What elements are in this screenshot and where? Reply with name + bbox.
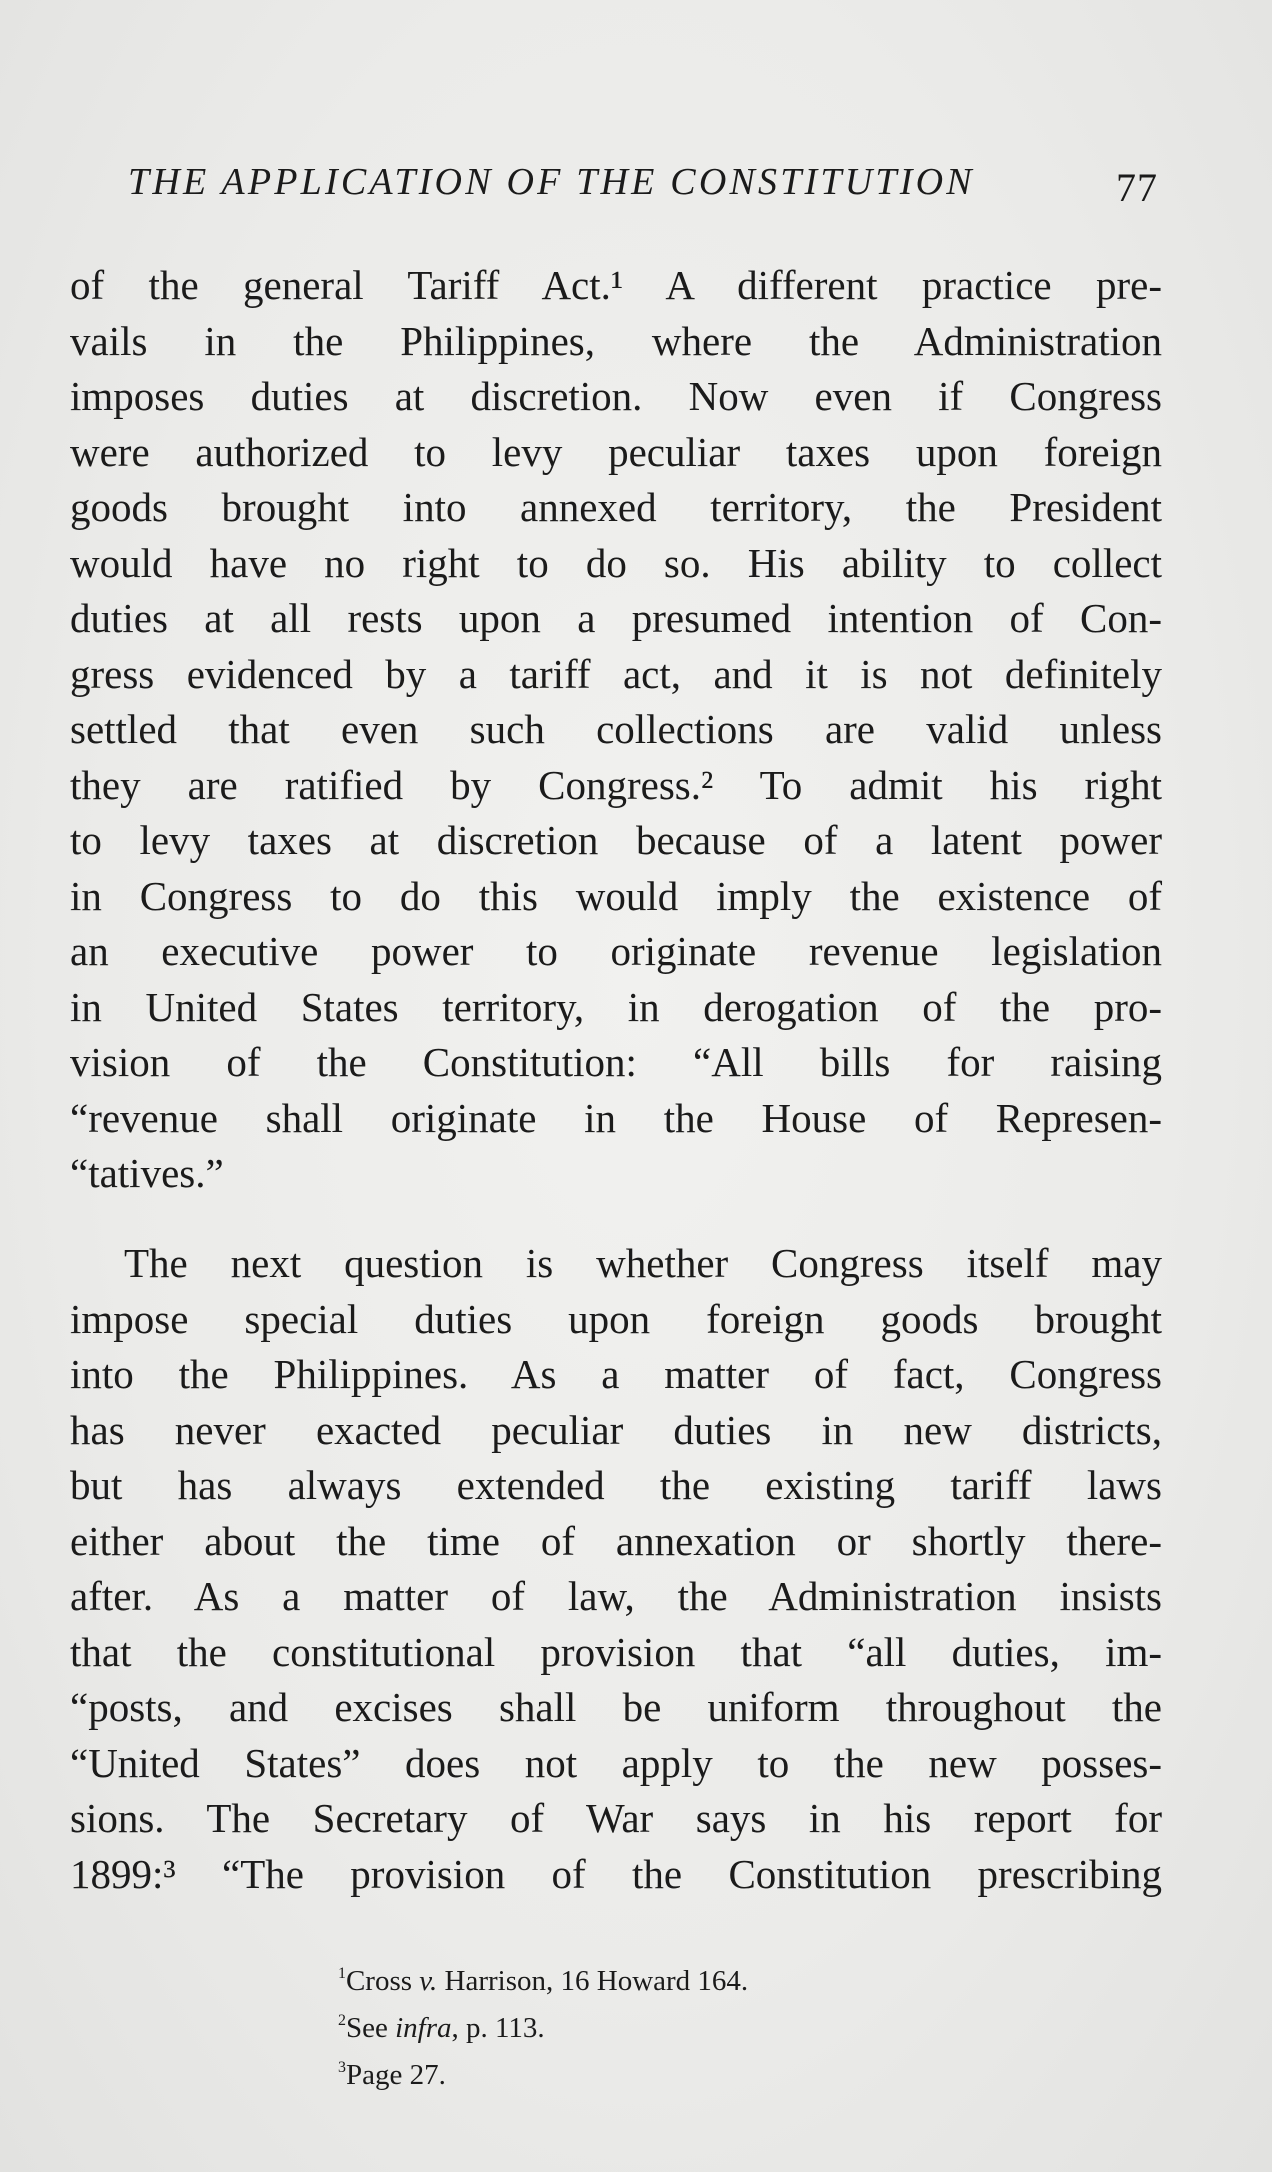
text-line: has never exacted peculiar duties in new districts, xyxy=(70,1406,1162,1453)
text-line: goods brought into annexed territory, the President xyxy=(70,484,1162,530)
footnote-text: Cross xyxy=(345,1965,420,1997)
text-line: an executive power to originate revenue legislation xyxy=(70,928,1162,974)
footnote xyxy=(338,2052,1038,2099)
text-line: “posts, and excises shall be uniform throughout the xyxy=(70,1684,1162,1730)
footnote-marker: 3 xyxy=(338,2059,346,2077)
text-line: they are ratified by Congress.² To admit his right xyxy=(70,761,1162,808)
text-line: vails in the Philippines, where the Administration xyxy=(70,317,1162,364)
footnote-italic: v. xyxy=(419,1965,438,1997)
text-line: “tatives.” xyxy=(70,1150,224,1196)
footnote xyxy=(338,1958,1038,2005)
footnote-italic: infra xyxy=(395,2012,452,2044)
text-line: in United States territory, in derogation of the pro- xyxy=(70,983,1162,1030)
paragraph-2 xyxy=(70,1236,1162,1902)
text-line: gress evidenced by a tariff act, and it is not definitely xyxy=(70,650,1162,697)
text-line: The next question is whether Congress itself may xyxy=(124,1240,1162,1286)
footnote-text: See xyxy=(345,2012,396,2044)
text-line: but has always extended the existing tariff laws xyxy=(70,1462,1162,1508)
text-line: impose special duties upon foreign goods brought xyxy=(70,1295,1162,1342)
text-line: duties at all rests upon a presumed intention of Con- xyxy=(70,595,1162,641)
text-line: would have no right to do so. His ability to collect xyxy=(70,539,1162,586)
text-line: after. As a matter of law, the Administration insists xyxy=(70,1573,1162,1619)
text-line: settled that even such collections are valid unless xyxy=(70,706,1162,752)
text-line: into the Philippines. As a matter of fact, Congress xyxy=(70,1351,1162,1397)
footnote-marker: 2 xyxy=(338,2012,346,2030)
text-line: “revenue shall originate in the House of Represen- xyxy=(70,1094,1162,1141)
page-number: 77 xyxy=(1116,165,1158,210)
text-line: were authorized to levy peculiar taxes upon foreign xyxy=(70,428,1162,475)
paragraph-1 xyxy=(70,258,1162,1202)
footnote-text: Page 27. xyxy=(345,2059,446,2091)
text-line: in Congress to do this would imply the existence of xyxy=(70,872,1162,919)
text-line: 1899:³ “The provision of the Constitution prescribing xyxy=(70,1850,1162,1897)
text-line: “United States” does not apply to the new posses- xyxy=(70,1739,1162,1786)
text-line: to levy taxes at discretion because of a latent power xyxy=(70,817,1162,863)
footnote xyxy=(338,2005,1038,2052)
text-line: either about the time of annexation or shortly there- xyxy=(70,1517,1162,1564)
footnote-text: Harrison, 16 Howard 164. xyxy=(437,1965,749,1997)
running-head xyxy=(128,160,1158,220)
text-line: sions. The Secretary of War says in his report for xyxy=(70,1795,1162,1841)
footnotes xyxy=(338,1958,1038,2099)
text-line: imposes duties at discretion. Now even if Congress xyxy=(70,373,1162,419)
running-head-title: THE APPLICATION OF THE CONSTITUTION xyxy=(128,161,975,203)
text-line: that the constitutional provision that “all duties, im- xyxy=(70,1628,1162,1675)
footnote-marker: 1 xyxy=(338,1965,346,1983)
text-line: vision of the Constitution: “All bills for raising xyxy=(70,1039,1162,1085)
text-line: of the general Tariff Act.¹ A different practice pre- xyxy=(70,262,1162,308)
footnote-text: , p. 113. xyxy=(451,2012,545,2044)
